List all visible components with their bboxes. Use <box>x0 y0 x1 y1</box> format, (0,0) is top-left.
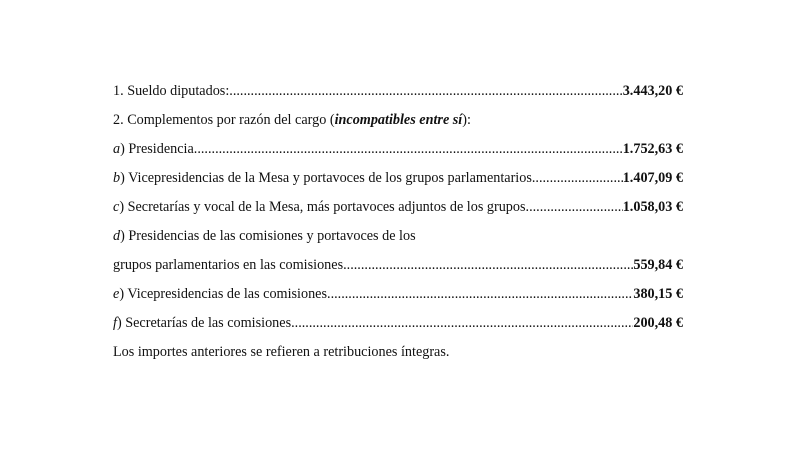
dot-leader <box>327 283 633 305</box>
item-letter: a <box>113 141 121 157</box>
item-label: Sueldo diputados: <box>127 83 230 99</box>
item-letter: b <box>113 170 121 186</box>
item-label: Presidencias de las comisiones y portavoces de los <box>128 228 416 244</box>
item-amount: 3.443,20 € <box>622 83 683 99</box>
item-amount: 1.752,63 € <box>622 141 683 157</box>
item-label: Secretarías y vocal de la Mesa, más portavoces adjuntos de los grupos <box>127 199 526 215</box>
item-number: 1. <box>113 83 128 99</box>
item-label: Vicepresidencias de las comisiones <box>127 286 328 302</box>
document-body <box>113 80 683 370</box>
item-letter-close: ) <box>119 199 128 215</box>
salary-row-secretarias-comisiones <box>113 312 683 341</box>
item-letter-close: ) <box>120 141 129 157</box>
complementos-heading <box>113 109 683 138</box>
item-amount: 380,15 € <box>633 286 683 302</box>
item-letter: d <box>113 228 121 244</box>
item-amount: 1.058,03 € <box>622 199 683 215</box>
item-amount: 200,48 € <box>633 315 683 331</box>
salary-row-vicepresidencias-mesa <box>113 167 683 196</box>
salary-row-presidencia <box>113 138 683 167</box>
item-letter-close: ) <box>119 286 128 302</box>
dot-leader <box>291 312 633 334</box>
item-label: Complementos por razón del cargo ( <box>127 112 335 128</box>
salary-row-presidencias-comisiones-line2 <box>113 254 683 283</box>
item-label: Presidencia <box>128 141 194 157</box>
salary-row-presidencias-comisiones-line1 <box>113 225 683 254</box>
item-letter: e <box>113 286 120 302</box>
item-letter-close: ) <box>120 170 129 186</box>
salary-row-secretarias-mesa <box>113 196 683 225</box>
item-letter: f <box>113 315 117 331</box>
item-letter: c <box>113 199 120 215</box>
incompatibility-note: incompatibles entre sí <box>334 112 463 128</box>
item-number: 2. <box>113 112 128 128</box>
salary-row-sueldo-diputados <box>113 80 683 109</box>
item-label: Vicepresidencias de la Mesa y portavoces de los grupos parlamentarios <box>128 170 532 186</box>
salary-row-vicepresidencias-comisiones <box>113 283 683 312</box>
item-label: grupos parlamentarios en las comisiones <box>113 257 344 273</box>
item-amount: 559,84 € <box>633 257 683 273</box>
item-label: Secretarías de las comisiones <box>125 315 292 331</box>
item-letter-close: ) <box>120 228 129 244</box>
item-label-suffix: ): <box>462 112 471 128</box>
item-letter-close: ) <box>116 315 126 331</box>
dot-leader <box>532 167 623 189</box>
footer-note: Los importes anteriores se refieren a retribuciones íntegras. <box>113 344 450 360</box>
item-amount: 1.407,09 € <box>622 170 683 186</box>
dot-leader <box>194 138 623 160</box>
dot-leader <box>526 196 623 218</box>
dot-leader <box>229 80 622 102</box>
dot-leader <box>343 254 633 276</box>
